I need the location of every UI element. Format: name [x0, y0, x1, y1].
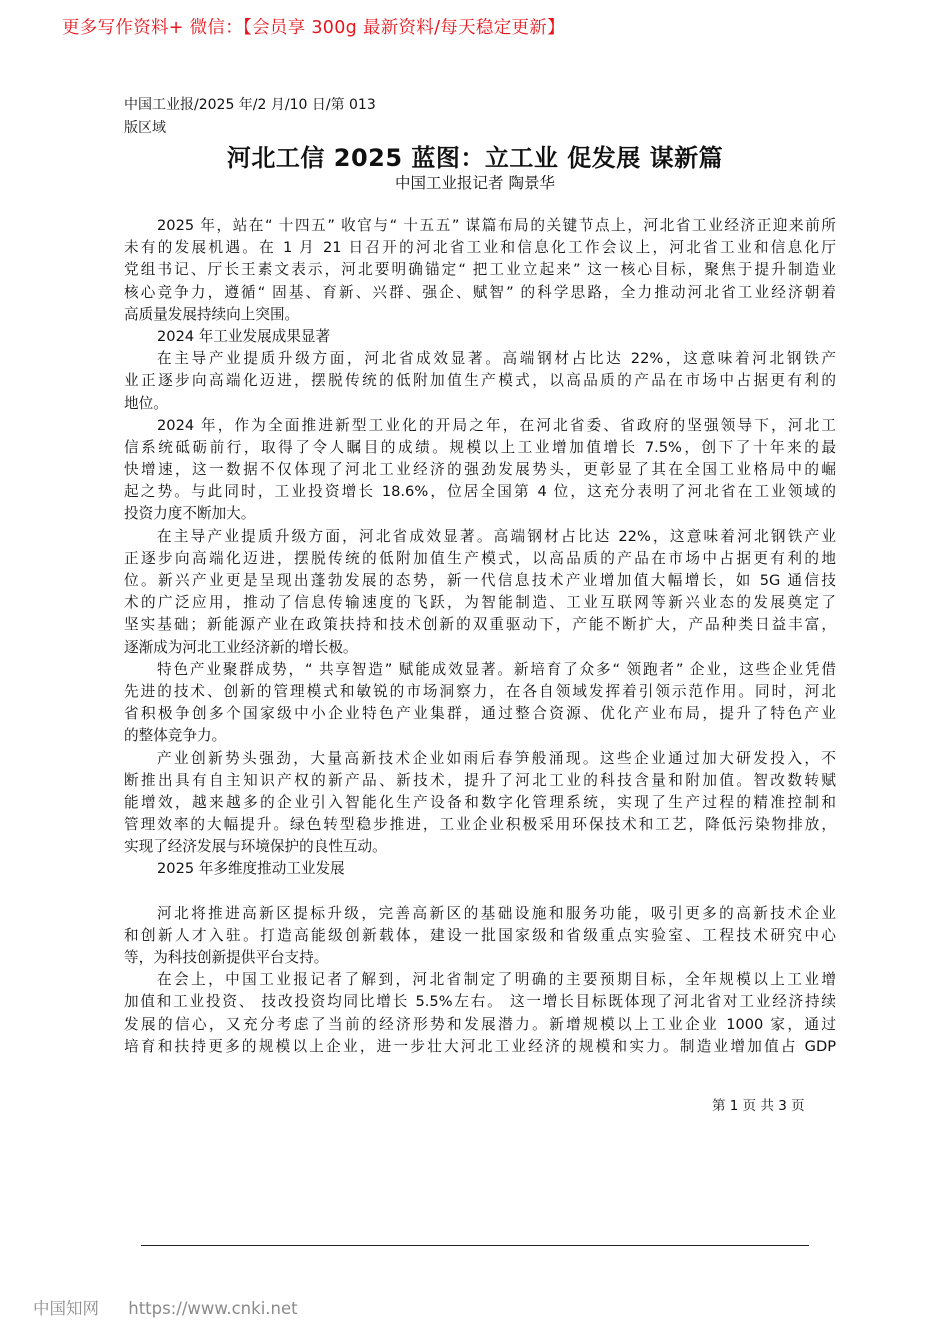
paragraph	[124, 659, 836, 748]
footer-url-link[interactable]: https://www.cnki.net	[128, 1299, 298, 1318]
text-line: 管理效率的大幅提升。绿色转型稳步推进，工业企业积极采用环保技术和工艺，降低污染物排放，	[124, 816, 836, 834]
article-body	[124, 215, 836, 1058]
text-line: 业正逐步向高端化迈进，摆脱传统的低附加值生产模式，以高品质的产品在市场中占据更有利的	[124, 372, 836, 390]
section-heading	[124, 326, 836, 348]
text-line: 和创新人才入驻。打造高能级创新载体，建设一批国家级和省级重点实验室、工程技术研究中心	[124, 926, 836, 944]
text-line: 坚实基础；新能源产业在政策扶持和技术创新的双重驱动下，产能不断扩大，产品种类日益丰富，	[124, 616, 836, 634]
text-line: 发展的信心，又充分考虑了当前的经济形势和发展潜力。新增规模以上工业企业 1000 家，通过	[124, 1015, 836, 1033]
text-line: 正逐步向高端化迈进，摆脱传统的低附加值生产模式，以高品质的产品在市场中占据更有利的地	[124, 549, 836, 567]
paragraph-spacer	[124, 881, 836, 903]
text-line: 地位。	[124, 394, 168, 412]
text-line: 2025 年，站在“ 十四五” 收官与“ 十五五” 谋篇布局的关键节点上，河北省工业经济正迎来前所	[157, 217, 836, 234]
text-line: 能增效，越来越多的企业引入智能化生产设备和数字化管理系统，实现了生产过程的精准控制和	[124, 793, 836, 811]
section-heading	[124, 858, 836, 880]
text-line: 2025 年多维度推动工业发展	[157, 860, 345, 878]
text-line: 信系统砥砺前行，取得了令人瞩目的成绩。规模以上工业增加值增长 7.5%，创下了十年来的最	[124, 438, 836, 456]
text-line: 等，为科技创新提供平台支持。	[124, 949, 329, 966]
text-line: 核心竞争力，遵循“ 固基、育新、兴群、强企、赋智” 的科学思路，全力推动河北省工业经济朝着	[124, 283, 836, 301]
paragraph	[124, 526, 836, 659]
paragraph	[124, 748, 836, 859]
paragraph	[124, 348, 836, 415]
text-line: 特色产业聚群成势，“ 共享智造” 赋能成效显著。新培育了众多“ 领跑者” 企业，这些企业凭借	[157, 660, 836, 678]
text-line: 起之势。与此同时，工业投资增长 18.6%，位居全国第 4 位，这充分表明了河北省在工业领域的	[124, 483, 836, 501]
text-line: 高质量发展持续向上突围。	[124, 305, 300, 323]
text-line: 在主导产业提质升级方面，河北省成效显著。高端钢材占比达 22%，这意味着河北钢铁产业	[157, 527, 836, 545]
page-number: 第 1 页 共 3 页	[712, 1098, 805, 1114]
text-line: 快增速，这一数据不仅体现了河北工业经济的强劲发展势头，更彰显了其在全国工业格局中的崛	[124, 461, 836, 479]
text-line: 培育和扶持更多的规模以上企业，进一步壮大河北工业经济的规模和实力。制造业增加值占 GDP	[124, 1037, 836, 1055]
paragraph	[124, 903, 836, 970]
text-line: 产业创新势头强劲，大量高新技术企业如雨后春笋般涌现。这些企业通过加大研发投入，不	[157, 749, 836, 767]
footer-divider	[141, 1245, 809, 1246]
text-line: 位。新兴产业更是呈现出蓬勃发展的态势，新一代信息技术产业增加值大幅增长，如 5G 通信技	[124, 572, 836, 589]
text-line: 河北将推进高新区提标升级，完善高新区的基础设施和服务功能，吸引更多的高新技术企业	[157, 904, 836, 922]
text-line: 未有的发展机遇。在 1 月 21 日召开的河北省工业和信息化工作会议上，河北省工业和信息化厅	[124, 239, 836, 257]
text-line: 断推出具有自主知识产权的新产品、新技术，提升了河北工业的科技含量和附加值。智改数转赋	[124, 771, 836, 789]
text-line: 投资力度不断加大。	[124, 505, 256, 523]
text-line: 加值和工业投资、 技改投资均同比增长 5.5%左右。 这一增长目标既体现了河北省对工业经济持续	[124, 993, 836, 1011]
text-line: 在主导产业提质升级方面，河北省成效显著。高端钢材占比达 22%，这意味着河北钢铁产	[157, 350, 836, 368]
source-line-continued: 版区域	[124, 120, 166, 136]
source-line: 中国工业报/2025 年/2 月/10 日/第 013	[124, 97, 376, 113]
text-line: 省积极争创多个国家级中小企业特色产业集群，通过整合资源、优化产业布局，提升了特色产业	[124, 705, 836, 723]
text-line: 党组书记、厅长王素文表示，河北要明确锚定“ 把工业立起来” 这一核心目标，聚焦于提升制造业	[124, 261, 836, 279]
text-line: 的整体竞争力。	[124, 727, 227, 745]
footer-site-name: 中国知网	[33, 1299, 99, 1318]
text-line: 实现了经济发展与环境保护的良性互动。	[124, 838, 387, 856]
text-line: 2024 年，作为全面推进新型工业化的开局之年，在河北省委、省政府的坚强领导下，河北工	[157, 416, 836, 434]
paragraph	[124, 969, 836, 1058]
paragraph	[124, 415, 836, 526]
promo-banner: 更多写作资料+ 微信：【会员享 300g 最新资料/每天稳定更新】	[62, 18, 565, 38]
text-line: 在会上，中国工业报记者了解到，河北省制定了明确的主要预期目标，全年规模以上工业增	[157, 971, 836, 989]
article-byline: 中国工业报记者 陶景华	[395, 174, 555, 192]
text-line: 术的广泛应用，推动了信息传输速度的飞跃，为智能制造、工业互联网等新兴业态的发展奠定了	[124, 594, 836, 612]
article-title: 河北工信 2025 蓝图：立工业 促发展 谋新篇	[226, 144, 724, 172]
text-line: 先进的技术、创新的管理模式和敏锐的市场洞察力，在各自领域发挥着引领示范作用。同时，河北	[124, 682, 836, 700]
text-line: 逐渐成为河北工业经济新的增长极。	[124, 638, 358, 656]
paragraph	[124, 215, 836, 326]
footer	[33, 1295, 298, 1319]
text-line: 2024 年工业发展成果显著	[157, 327, 331, 345]
